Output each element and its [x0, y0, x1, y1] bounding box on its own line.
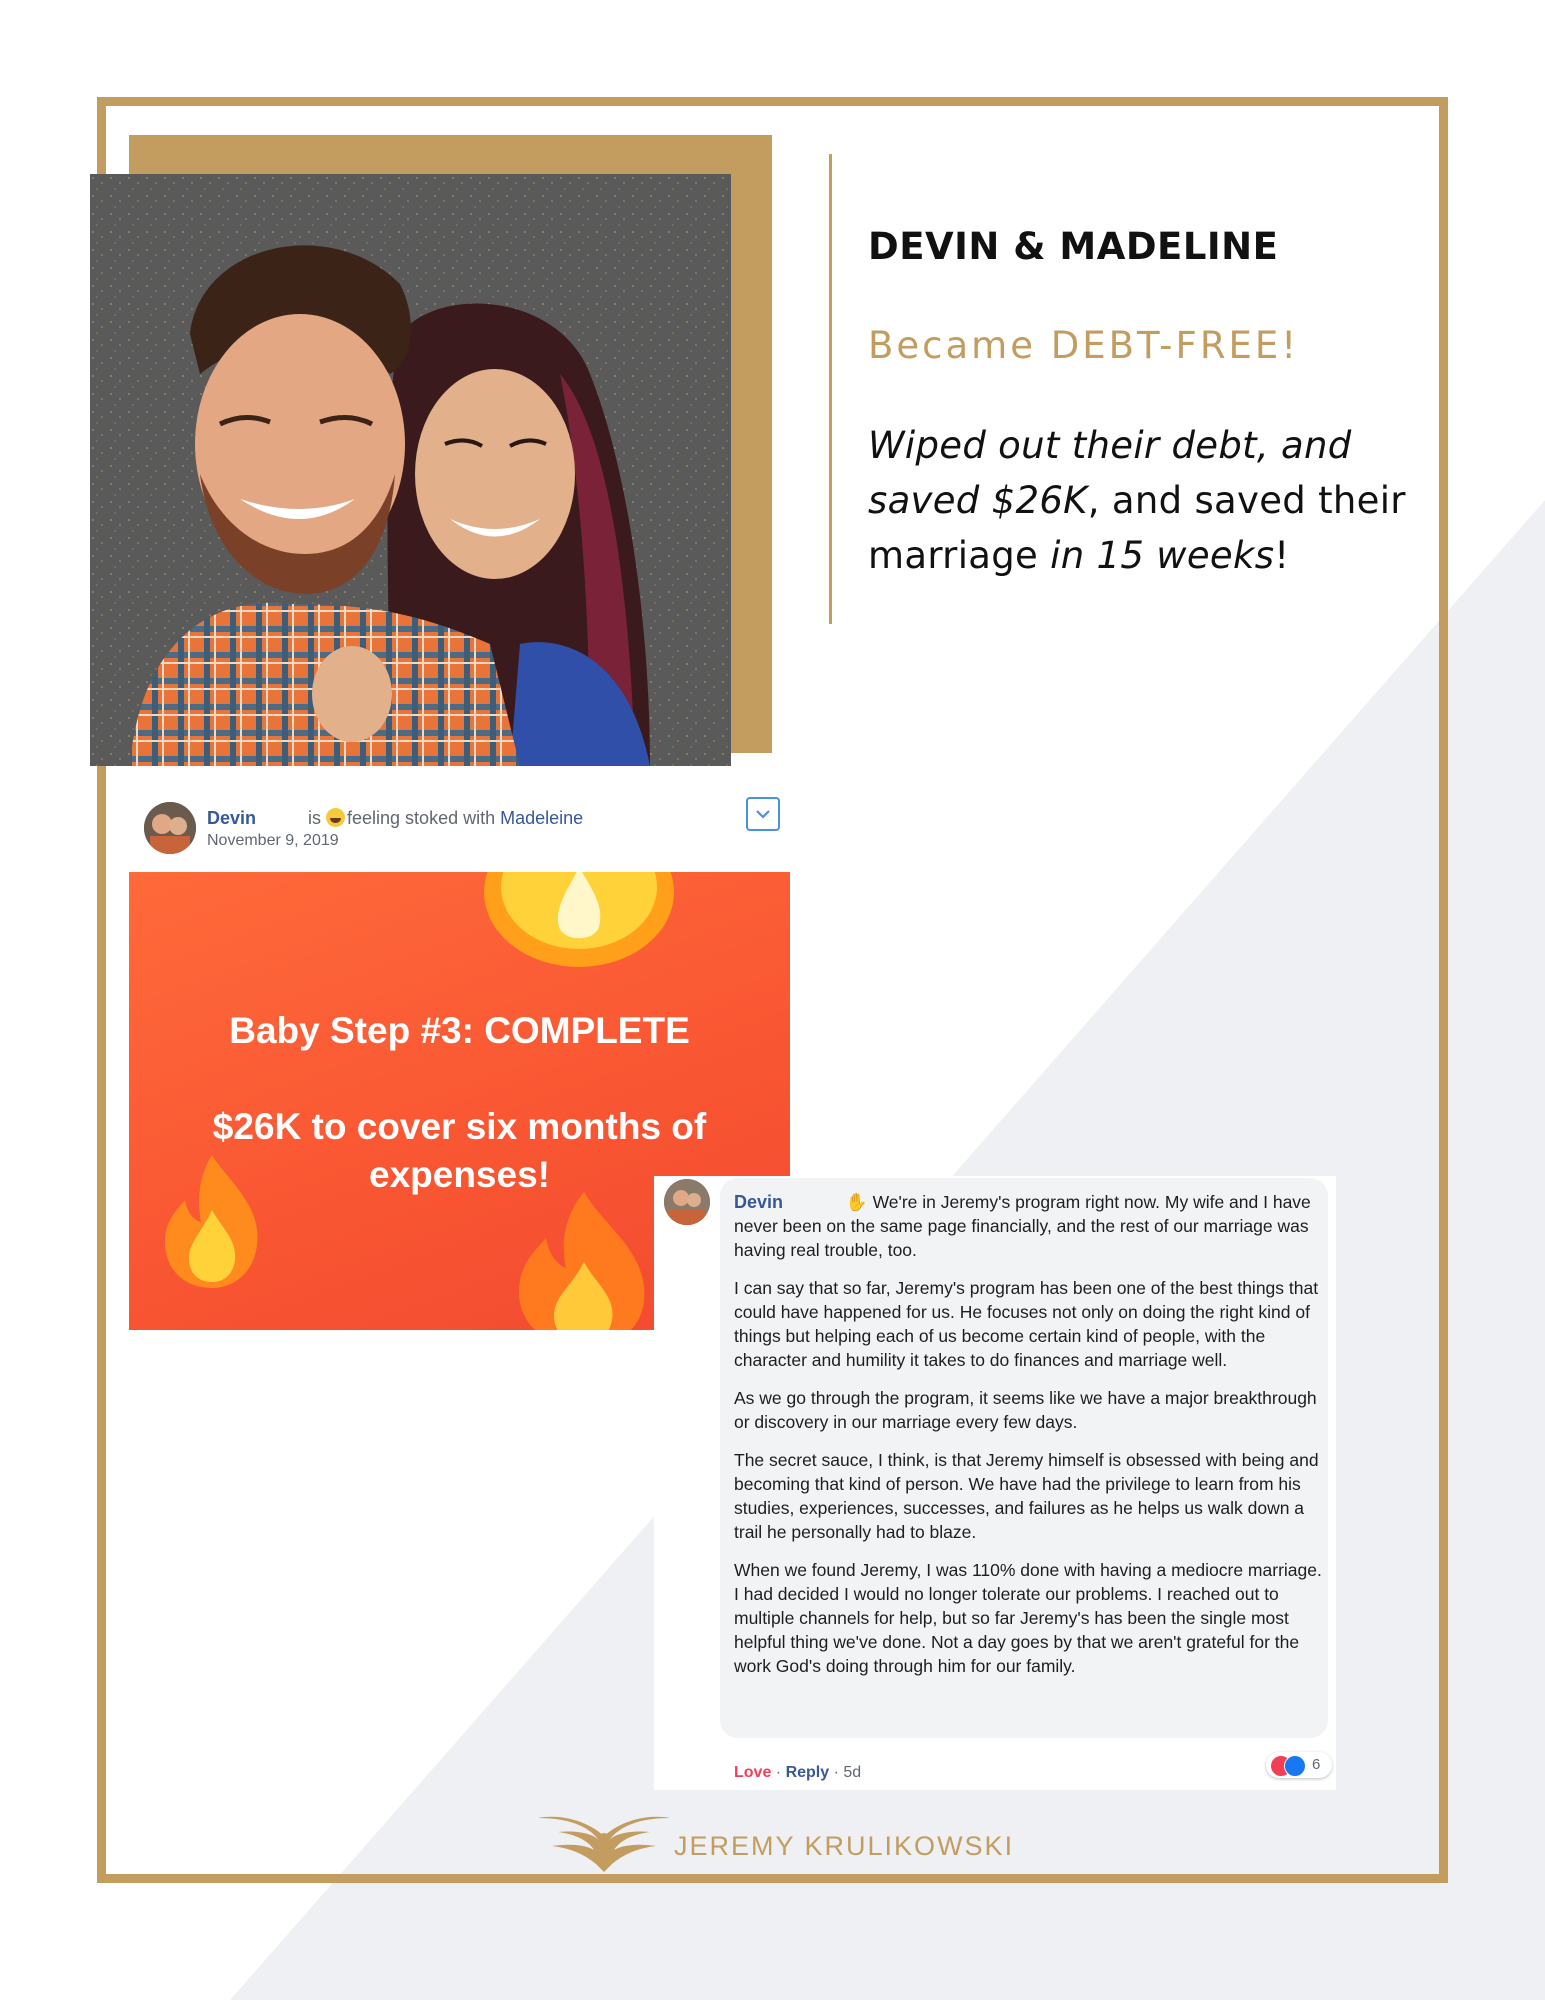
- result-headline: Became DEBT-FREE!: [868, 324, 1300, 367]
- fire-icon: [157, 1150, 267, 1290]
- chevron-down-icon: [755, 808, 771, 820]
- eagle-logo-icon: [538, 1812, 670, 1874]
- comment-author[interactable]: Devin: [734, 1192, 784, 1212]
- result-description: [868, 418, 1428, 583]
- waving-hand-icon: ✋: [845, 1192, 868, 1212]
- avatar[interactable]: [144, 802, 196, 854]
- quote-normal-2: !: [1274, 534, 1290, 577]
- post-options-button[interactable]: [746, 797, 780, 831]
- card-line-2: $26K to cover six months of: [212, 1106, 707, 1147]
- fire-icon: [479, 872, 679, 972]
- post-feeling: [308, 808, 583, 829]
- fire-icon: [504, 1192, 654, 1330]
- brand-name: JEREMY KRULIKOWSKI: [674, 1831, 1015, 1861]
- smiley-emoji-icon: [326, 808, 345, 827]
- reply-link[interactable]: Reply: [785, 1764, 830, 1781]
- comment-text: [734, 1190, 1324, 1692]
- feeling-prefix: is: [308, 808, 321, 828]
- reaction-count: 6: [1312, 1756, 1321, 1773]
- like-reaction-icon: [1284, 1755, 1306, 1777]
- comment-age[interactable]: 5d: [843, 1764, 862, 1781]
- couple-photo: [90, 174, 731, 766]
- love-link[interactable]: Love: [734, 1764, 772, 1781]
- divider-line: [829, 154, 832, 624]
- comment-paragraph-5: When we found Jeremy, I was 110% done with having a mediocre marriage. I had decided I would no longer tolerate our problems. I reached out to multiple channels for help, but so far Jeremy's has been the single most helpful thing we've done. Not a day goes by that we aren't grateful for the work God's doing through him for our family.: [734, 1560, 1322, 1676]
- comment-paragraph-2: I can say that so far, Jeremy's program has been one of the best things that could have happened for us. He focuses not only on doing the right kind of things but helping each of us become certain kind of people, with the character and humility it takes to do finances and marriage well.: [734, 1278, 1319, 1370]
- quote-normal-1: , and saved their marriage: [868, 479, 1406, 577]
- card-line-1: Baby Step #3: COMPLETE: [229, 1010, 690, 1051]
- avatar[interactable]: [664, 1179, 710, 1225]
- reactions-summary[interactable]: [1266, 1752, 1332, 1778]
- card-line-3: expenses!: [369, 1154, 550, 1195]
- post-header: [130, 782, 790, 872]
- separator: ·: [833, 1764, 839, 1781]
- tagged-person[interactable]: Madeleine: [500, 808, 584, 828]
- comment-actions: [734, 1764, 861, 1782]
- facebook-comment: [654, 1176, 1336, 1790]
- couple-name: DEVIN & MADELINE: [868, 225, 1279, 268]
- separator: ·: [775, 1764, 782, 1781]
- comment-paragraph-3: As we go through the program, it seems like we have a major breakthrough or discovery in our marriage every few days.: [734, 1388, 1317, 1432]
- post-author[interactable]: Devin: [207, 808, 257, 828]
- quote-italic-1: Wiped out their debt, and saved $26K: [868, 424, 1352, 522]
- feeling-text: feeling stoked with: [347, 808, 496, 828]
- comment-paragraph-4: The secret sauce, I think, is that Jeremy himself is obsessed with being and becoming that kind of person. We have had the privilege to learn from his studies, experiences, successes, and failures as he helps us walk down a trail he personally had to blaze.: [734, 1450, 1319, 1542]
- quote-italic-2: in 15 weeks: [1050, 534, 1275, 577]
- post-date[interactable]: November 9, 2019: [207, 832, 339, 849]
- comment-paragraph-1: We're in Jeremy's program right now. My wife and I have never been on the same page financially, and the rest of our marriage was having real trouble, too.: [734, 1192, 1311, 1260]
